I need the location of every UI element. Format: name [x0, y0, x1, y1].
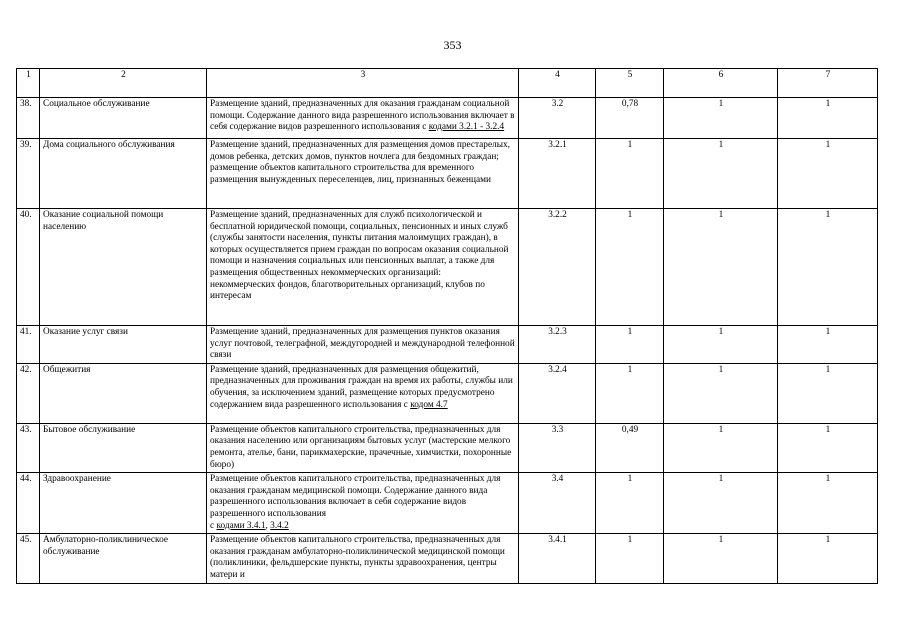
coefficient-cell: 1	[778, 423, 878, 472]
table-row	[17, 534, 878, 583]
page-number: 353	[443, 38, 462, 52]
coefficient-cell: 1	[778, 209, 878, 326]
coefficient-cell: 1	[664, 139, 778, 209]
coefficient-cell: 0,49	[596, 423, 664, 472]
row-number: 38.	[17, 98, 40, 139]
coefficient-cell: 1	[778, 98, 878, 139]
coefficient-cell: 1	[596, 326, 664, 364]
use-type-name: Оказание социальной помощи населению	[40, 209, 207, 326]
description-text: Размещение объектов капитального строительства, предназначенных для оказания гражданам медицинской помощи. Содержание данного вида разрешенного использования включает в себя содержание видов разрешенного использования с	[210, 474, 501, 531]
use-type-code: 3.2.3	[519, 326, 596, 364]
table-header-row	[17, 69, 878, 98]
use-type-name: Социальное обслуживание	[40, 98, 207, 139]
use-type-description: Размещение объектов капитального строительства, предназначенных для оказания гражданам амбулаторно-поликлинической медицинской помощи (поликлиники, фельдшерские пункты, пункты здравоохранения, центры матери и	[207, 534, 519, 583]
use-type-name: Бытовое обслуживание	[40, 423, 207, 472]
code-link[interactable]: 3.4.2	[270, 520, 289, 531]
table-row	[17, 473, 878, 534]
table-row	[17, 209, 878, 326]
table-row	[17, 363, 878, 423]
coefficient-cell: 1	[664, 209, 778, 326]
description-text: Размещение зданий, предназначенных для размещения общежитий, предназначенных для проживания граждан на время их работы, службы или обучения, за исключением зданий, размещение которых предусмотрено содержанием вида разрешенного использования с	[210, 364, 513, 410]
use-type-description	[207, 98, 519, 139]
header-cell: 6	[664, 69, 778, 98]
use-type-description: Размещение зданий, предназначенных для размещения пунктов оказания услуг почтовой, телеграфной, междугородней и международной телефонной связи	[207, 326, 519, 364]
row-number: 42.	[17, 363, 40, 423]
use-type-code: 3.2.1	[519, 139, 596, 209]
use-type-code: 3.4.1	[519, 534, 596, 583]
code-link[interactable]: кодом 4.7	[410, 399, 448, 410]
coefficient-cell: 1	[778, 534, 878, 583]
coefficient-cell: 1	[778, 363, 878, 423]
row-number: 39.	[17, 139, 40, 209]
header-cell: 3	[207, 69, 519, 98]
use-type-code: 3.2.2	[519, 209, 596, 326]
use-type-name: Общежития	[40, 363, 207, 423]
row-number: 45.	[17, 534, 40, 583]
row-number: 40.	[17, 209, 40, 326]
coefficient-cell: 1	[778, 473, 878, 534]
coefficient-cell: 1	[596, 139, 664, 209]
table-row	[17, 98, 878, 139]
use-type-code: 3.3	[519, 423, 596, 472]
header-cell: 2	[40, 69, 207, 98]
header-cell: 7	[778, 69, 878, 98]
coefficient-cell: 0,78	[596, 98, 664, 139]
header-cell: 1	[17, 69, 40, 98]
coefficient-cell: 1	[664, 473, 778, 534]
table-row	[17, 139, 878, 209]
use-type-description: Размещение зданий, предназначенных для служб психологической и бесплатной юридической помощи, социальных, пенсионных и иных служб (службы занятости населения, пункты питания малоимущих граждан), в которых осуществляется прием граждан по вопросам оказания социальной помощи и назначения социальных или пенсионных выплат, а также для размещения общественных некоммерческих организаций: некоммерческих фондов, благотворительных организаций, клубов по интересам	[207, 209, 519, 326]
coefficient-cell: 1	[778, 139, 878, 209]
coefficient-cell: 1	[596, 209, 664, 326]
use-type-description	[207, 363, 519, 423]
table-row	[17, 423, 878, 472]
coefficient-cell: 1	[664, 423, 778, 472]
use-type-code: 3.4	[519, 473, 596, 534]
row-number: 44.	[17, 473, 40, 534]
land-use-table	[16, 68, 878, 584]
header-cell: 4	[519, 69, 596, 98]
coefficient-cell: 1	[596, 363, 664, 423]
use-type-code: 3.2.4	[519, 363, 596, 423]
description-separator: ,	[265, 520, 271, 531]
use-type-name: Здравоохранение	[40, 473, 207, 534]
use-type-name: Оказание услуг связи	[40, 326, 207, 364]
use-type-code: 3.2	[519, 98, 596, 139]
use-type-name: Дома социального обслуживания	[40, 139, 207, 209]
row-number: 41.	[17, 326, 40, 364]
table-row	[17, 326, 878, 364]
code-link[interactable]: кодами 3.2.1 - 3.2.4	[428, 122, 505, 133]
code-link[interactable]: кодами 3.4.1	[216, 520, 266, 531]
coefficient-cell: 1	[664, 98, 778, 139]
coefficient-cell: 1	[664, 363, 778, 423]
coefficient-cell: 1	[778, 326, 878, 364]
coefficient-cell: 1	[596, 534, 664, 583]
use-type-description: Размещение объектов капитального строительства, предназначенных для оказания населению или организациям бытовых услуг (мастерские мелкого ремонта, ателье, бани, парикмахерские, прачечные, химчистки, похоронные бюро)	[207, 423, 519, 472]
description-text: Размещение зданий, предназначенных для оказания гражданам социальной помощи. Содержание данного вида разрешенного использования включает в себя содержание видов разрешенного использования с	[210, 99, 515, 133]
coefficient-cell: 1	[596, 473, 664, 534]
row-number: 43.	[17, 423, 40, 472]
use-type-name: Амбулаторно-поликлиническое обслуживание	[40, 534, 207, 583]
coefficient-cell: 1	[664, 326, 778, 364]
use-type-description	[207, 473, 519, 534]
coefficient-cell: 1	[664, 534, 778, 583]
use-type-description: Размещение зданий, предназначенных для размещения домов престарелых, домов ребенка, детских домов, пунктов ночлега для бездомных граждан; размещение объектов капитального строительства для временного размещения вынужденных переселенцев, лиц, признанных беженцами	[207, 139, 519, 209]
header-cell: 5	[596, 69, 664, 98]
